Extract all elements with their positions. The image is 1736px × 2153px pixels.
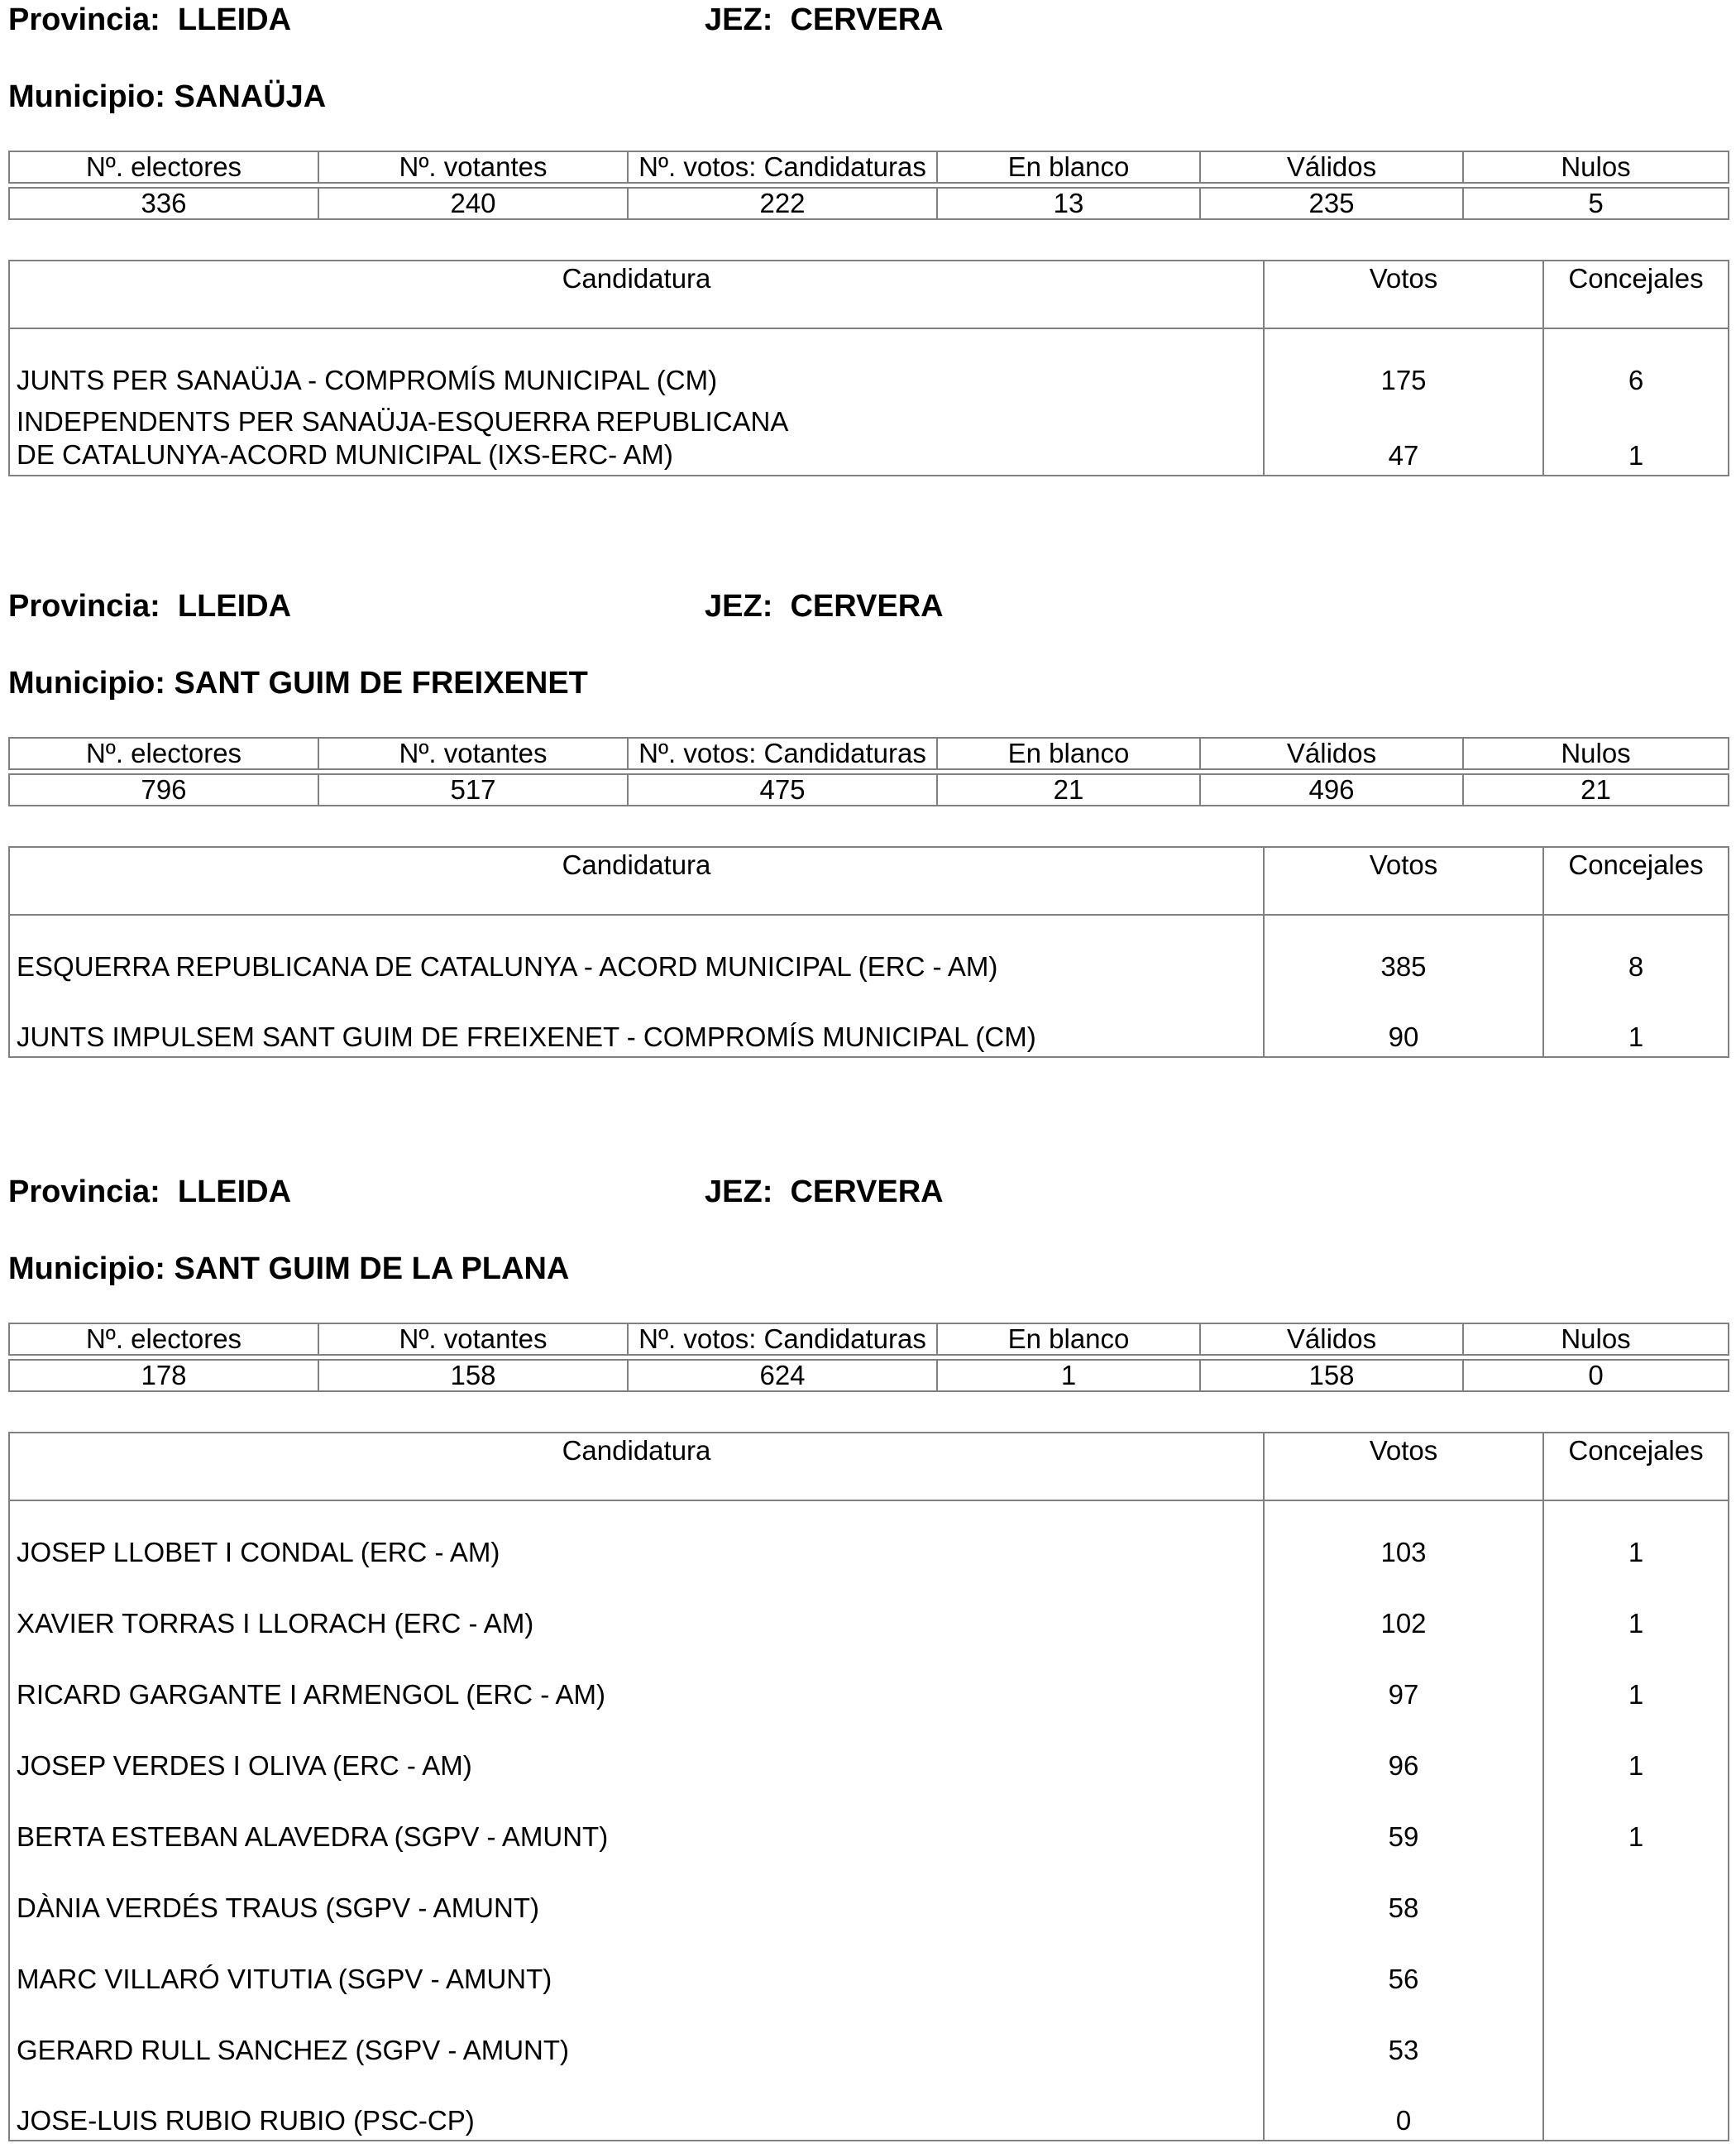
concejales-header: Concejales [1543,847,1729,915]
stats-header-cell: Nulos [1463,1323,1729,1355]
table-row [9,400,1729,476]
candidatura-concejales [1543,2069,1729,2141]
stats-value-cell: 21 [937,774,1200,806]
table-row [9,1927,1729,1998]
candidatura-header: Candidatura [9,261,1264,328]
candidaturas-header-row [9,847,1729,915]
stats-value-row [9,1360,1729,1391]
jez-heading: JEZ: CERVERA [705,589,944,624]
candidatura-concejales: 1 [1543,1643,1729,1714]
stats-value-cell: 158 [318,1360,628,1391]
stats-header-cell: Nº. electores [9,151,318,183]
candidatura-name: JOSEP VERDES I OLIVA (ERC - AM) [9,1714,1264,1785]
provincia-heading: Provincia: LLEIDA [8,589,292,624]
stats-header-cell: Nº. votos: Candidaturas [628,1323,937,1355]
table-row [9,915,1729,986]
stats-value-cell: 624 [628,1360,937,1391]
candidatura-votos: 59 [1264,1785,1543,1856]
stats-header-cell: En blanco [937,1323,1200,1355]
table-row [9,1998,1729,2069]
candidatura-concejales [1543,1856,1729,1927]
candidatura-name: JOSEP LLOBET I CONDAL (ERC - AM) [9,1500,1264,1572]
candidatura-concejales [1543,1927,1729,1998]
stats-value-row [9,188,1729,219]
table-row [9,986,1729,1057]
municipio-heading: Municipio: SANAÜJA [8,79,327,114]
stats-header-cell: Nº. votantes [318,1323,628,1355]
candidatura-votos: 56 [1264,1927,1543,1998]
candidatura-concejales: 6 [1543,328,1729,400]
stats-values-table [8,187,1729,220]
table-row [9,328,1729,400]
candidatura-concejales: 8 [1543,915,1729,986]
candidatura-header: Candidatura [9,847,1264,915]
stats-value-cell: 178 [9,1360,318,1391]
table-row [9,1643,1729,1714]
candidatura-votos: 102 [1264,1572,1543,1643]
candidatura-name: ESQUERRA REPUBLICANA DE CATALUNYA - ACORD MUNICIPAL (ERC - AM) [9,915,1264,986]
candidatura-votos: 90 [1264,986,1543,1057]
stats-value-cell: 475 [628,774,937,806]
candidatura-votos: 0 [1264,2069,1543,2141]
stats-header-cell: En blanco [937,151,1200,183]
stats-table [8,151,1729,184]
stats-header-row [9,738,1729,769]
stats-header-cell: Nulos [1463,151,1729,183]
table-row [9,1572,1729,1643]
candidaturas-header-row [9,261,1729,328]
stats-values-table [8,773,1729,806]
candidatura-concejales: 1 [1543,400,1729,476]
stats-header-cell: Nulos [1463,738,1729,769]
candidatura-name: JUNTS IMPULSEM SANT GUIM DE FREIXENET - COMPROMÍS MUNICIPAL (CM) [9,986,1264,1057]
municipio-heading: Municipio: SANT GUIM DE FREIXENET [8,666,588,701]
stats-header-cell: Nº. votos: Candidaturas [628,738,937,769]
candidatura-concejales: 1 [1543,1785,1729,1856]
table-row [9,2069,1729,2141]
stats-value-cell: 240 [318,188,628,219]
candidatura-name: BERTA ESTEBAN ALAVEDRA (SGPV - AMUNT) [9,1785,1264,1856]
candidatura-concejales: 1 [1543,986,1729,1057]
stats-value-cell: 336 [9,188,318,219]
table-row [9,1500,1729,1572]
stats-header-cell: Nº. electores [9,1323,318,1355]
candidatura-votos: 58 [1264,1856,1543,1927]
stats-header-cell: Válidos [1200,151,1463,183]
candidaturas-table [8,846,1729,1058]
stats-value-cell: 796 [9,774,318,806]
candidatura-name: XAVIER TORRAS I LLORACH (ERC - AM) [9,1572,1264,1643]
concejales-header: Concejales [1543,261,1729,328]
stats-header-row [9,1323,1729,1355]
candidatura-votos: 175 [1264,328,1543,400]
stats-value-cell: 517 [318,774,628,806]
candidatura-votos: 96 [1264,1714,1543,1785]
candidatura-concejales: 1 [1543,1572,1729,1643]
concejales-header: Concejales [1543,1433,1729,1500]
candidatura-concejales: 1 [1543,1714,1729,1785]
candidaturas-table [8,1432,1729,2141]
stats-value-cell: 5 [1463,188,1729,219]
stats-value-cell: 1 [937,1360,1200,1391]
candidatura-name: JOSE-LUIS RUBIO RUBIO (PSC-CP) [9,2069,1264,2141]
votos-header: Votos [1264,261,1543,328]
stats-header-cell: Nº. votos: Candidaturas [628,151,937,183]
stats-header-cell: Nº. votantes [318,738,628,769]
votos-header: Votos [1264,1433,1543,1500]
stats-table [8,1323,1729,1356]
stats-value-cell: 13 [937,188,1200,219]
candidatura-concejales: 1 [1543,1500,1729,1572]
stats-value-cell: 0 [1463,1360,1729,1391]
stats-value-cell: 235 [1200,188,1463,219]
candidatura-header: Candidatura [9,1433,1264,1500]
stats-header-cell: Válidos [1200,1323,1463,1355]
candidatura-concejales [1543,1998,1729,2069]
candidatura-votos: 103 [1264,1500,1543,1572]
candidatura-name: MARC VILLARÓ VITUTIA (SGPV - AMUNT) [9,1927,1264,1998]
candidatura-votos: 97 [1264,1643,1543,1714]
stats-value-row [9,774,1729,806]
jez-heading: JEZ: CERVERA [705,2,944,37]
stats-value-cell: 21 [1463,774,1729,806]
stats-header-row [9,151,1729,183]
stats-header-cell: Válidos [1200,738,1463,769]
stats-value-cell: 222 [628,188,937,219]
table-row [9,1856,1729,1927]
table-row [9,1785,1729,1856]
candidatura-name: INDEPENDENTS PER SANAÜJA-ESQUERRA REPUBLICANA DE CATALUNYA-ACORD MUNICIPAL (IXS-ERC- AM) [9,400,1264,476]
stats-header-cell: En blanco [937,738,1200,769]
jez-heading: JEZ: CERVERA [705,1175,944,1209]
candidatura-name: RICARD GARGANTE I ARMENGOL (ERC - AM) [9,1643,1264,1714]
stats-header-cell: Nº. votantes [318,151,628,183]
stats-value-cell: 496 [1200,774,1463,806]
stats-values-table [8,1359,1729,1392]
provincia-heading: Provincia: LLEIDA [8,1175,292,1209]
provincia-heading: Provincia: LLEIDA [8,2,292,37]
candidatura-votos: 53 [1264,1998,1543,2069]
stats-header-cell: Nº. electores [9,738,318,769]
candidatura-name: JUNTS PER SANAÜJA - COMPROMÍS MUNICIPAL (CM) [9,328,1264,400]
candidatura-votos: 385 [1264,915,1543,986]
table-row [9,1714,1729,1785]
candidatura-name: GERARD RULL SANCHEZ (SGPV - AMUNT) [9,1998,1264,2069]
candidatura-votos: 47 [1264,400,1543,476]
candidaturas-header-row [9,1433,1729,1500]
votos-header: Votos [1264,847,1543,915]
candidatura-name: DÀNIA VERDÉS TRAUS (SGPV - AMUNT) [9,1856,1264,1927]
municipio-heading: Municipio: SANT GUIM DE LA PLANA [8,1251,570,1286]
stats-value-cell: 158 [1200,1360,1463,1391]
stats-table [8,737,1729,770]
candidaturas-table [8,260,1729,476]
